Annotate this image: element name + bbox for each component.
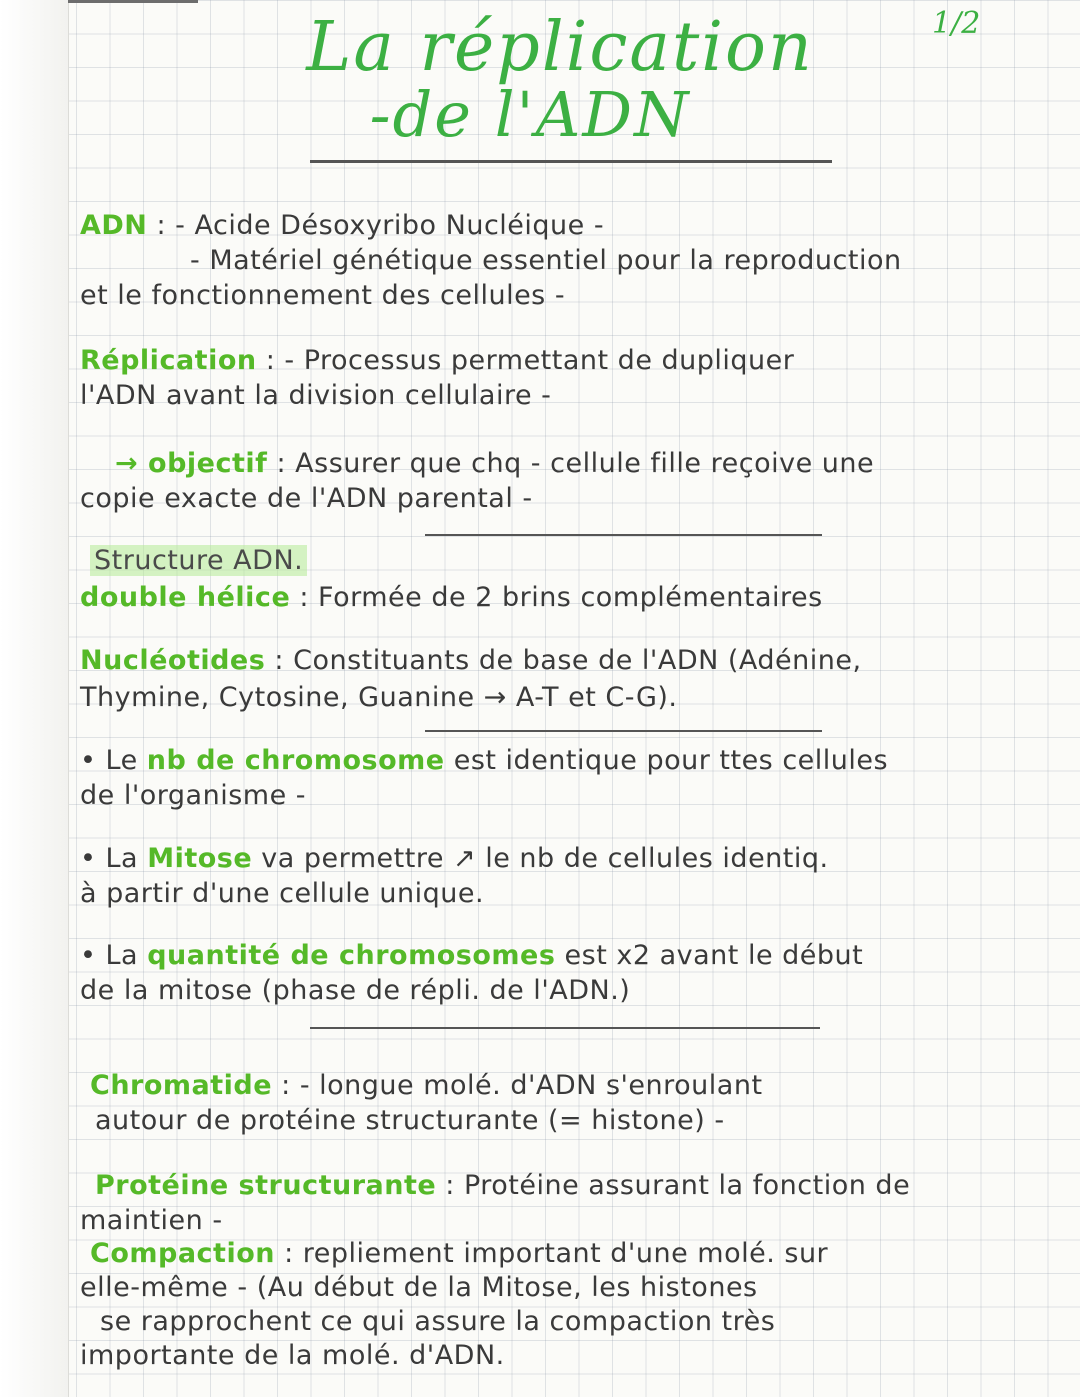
chromo-prefix: • Le	[80, 745, 138, 776]
mitose-label: Mitose	[147, 843, 253, 874]
objectif-label: → objectif	[115, 448, 268, 479]
structure-label: Structure ADN.	[90, 545, 307, 576]
mitose-line-2: à partir d'une cellule unique.	[80, 878, 485, 909]
proteine-line-1	[95, 1170, 1020, 1201]
objectif-def-1: : Assurer que chq - cellule fille reçoive une	[276, 448, 875, 479]
double-helice-line	[80, 582, 1020, 613]
proteine-def-1: : Protéine assurant la fonction de	[445, 1170, 911, 1201]
replication-label: Réplication	[80, 345, 257, 376]
page-margin	[0, 0, 69, 1397]
section-rule-3	[310, 1027, 820, 1029]
adn-def-1: : - Acide Désoxyribo Nucléique -	[156, 210, 605, 241]
double-helice-def: : Formée de 2 brins complémentaires	[299, 582, 823, 613]
objectif-line-2: copie exacte de l'ADN parental -	[80, 483, 533, 514]
title-line-1: La réplication	[306, 8, 814, 87]
chromatide-def-1: : - longue molé. d'ADN s'enroulant	[281, 1070, 763, 1101]
quantite-def-1: est x2 avant le début	[564, 940, 864, 971]
chromo-label: nb de chromosome	[146, 745, 445, 776]
quantite-line-2: de la mitose (phase de répli. de l'ADN.)	[80, 975, 631, 1006]
section-rule-1	[425, 534, 822, 536]
compaction-def-1: : repliement important d'une molé. sur	[284, 1238, 829, 1269]
adn-line-1	[80, 210, 1020, 241]
nucleotides-line-1	[80, 645, 1020, 676]
compaction-line-3: se rapprochent ce qui assure la compaction très	[100, 1306, 776, 1337]
title-line-2: -de l'ADN	[369, 78, 691, 151]
page-number: 1/2	[932, 6, 981, 41]
compaction-line-4: importante de la molé. d'ADN.	[80, 1340, 505, 1371]
chromatide-label: Chromatide	[90, 1070, 273, 1101]
nucleotides-label: Nucléotides	[80, 645, 266, 676]
top-edge-line	[68, 0, 198, 3]
nucleotides-def-1: : Constituants de base de l'ADN (Adénine,	[274, 645, 862, 676]
quantite-line-1	[80, 940, 1020, 971]
double-helice-label: double hélice	[80, 582, 291, 613]
mitose-prefix: • La	[80, 843, 139, 874]
compaction-line-2: elle-même - (Au début de la Mitose, les histones	[80, 1272, 758, 1303]
chromatide-line-1	[90, 1070, 1020, 1101]
adn-line-3: et le fonctionnement des cellules -	[80, 280, 566, 311]
proteine-line-2: maintien -	[80, 1205, 223, 1236]
mitose-def-1: va permettre ↗ le nb de cellules identiq.	[261, 843, 829, 874]
quantite-label: quantité de chromosomes	[147, 940, 556, 971]
nucleotides-line-2: Thymine, Cytosine, Guanine → A-T et C-G).	[80, 682, 678, 713]
structure-heading	[90, 545, 1020, 576]
section-rule-2	[425, 730, 822, 732]
objectif-line-1	[115, 448, 1020, 479]
mitose-line-1	[80, 843, 1020, 874]
chromo-def-1: est identique pour ttes cellules	[453, 745, 889, 776]
adn-line-2: - Matériel génétique essentiel pour la reproduction	[190, 245, 902, 276]
title-underline	[310, 160, 832, 163]
chromo-line-1	[80, 745, 1020, 776]
proteine-label: Protéine structurante	[95, 1170, 437, 1201]
quantite-prefix: • La	[80, 940, 139, 971]
replication-line-1	[80, 345, 1020, 376]
replication-line-2: l'ADN avant la division cellulaire -	[80, 380, 552, 411]
compaction-line-1	[90, 1238, 1020, 1269]
chromatide-line-2: autour de protéine structurante (= histone) -	[95, 1105, 725, 1136]
compaction-label: Compaction	[90, 1238, 275, 1269]
chromo-line-2: de l'organisme -	[80, 780, 307, 811]
replication-def-1: : - Processus permettant de dupliquer	[265, 345, 795, 376]
adn-label: ADN	[80, 210, 148, 241]
